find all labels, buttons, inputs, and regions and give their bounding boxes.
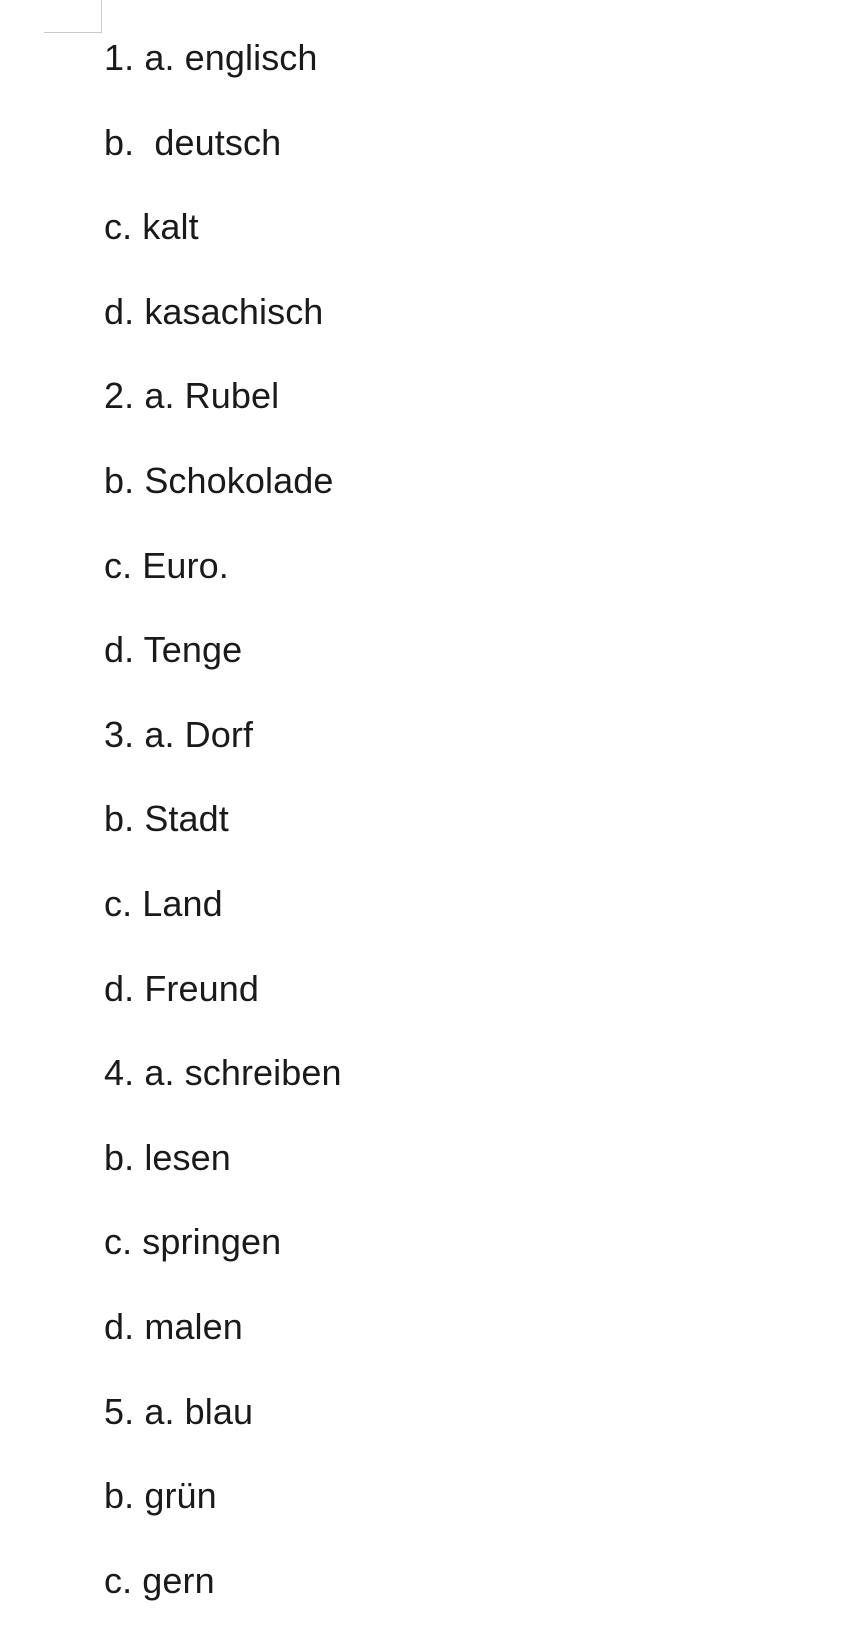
list-item: b. lesen xyxy=(104,1136,231,1178)
list-item: 5. a. blau xyxy=(104,1390,254,1432)
list-item: b. deutsch xyxy=(104,121,282,163)
list-item: d. kasachisch xyxy=(104,290,324,332)
list-item: c. Land xyxy=(104,882,223,924)
list-item: d. Tenge xyxy=(104,629,243,671)
page-corner-mark xyxy=(44,0,102,33)
list-item: c. springen xyxy=(104,1221,282,1263)
list-item: c. Euro. xyxy=(104,544,229,586)
list-item: b. Schokolade xyxy=(104,459,334,501)
list-item: c. gern xyxy=(104,1559,215,1601)
list-item: 4. a. schreiben xyxy=(104,1052,342,1094)
list-item: b. grün xyxy=(104,1475,217,1517)
list-item: d. malen xyxy=(104,1305,243,1347)
list-item: c. kalt xyxy=(104,206,199,248)
list-item: d. Freund xyxy=(104,967,259,1009)
answer-options-list xyxy=(104,30,342,1637)
list-item: b. Stadt xyxy=(104,798,229,840)
list-item: 2. a. Rubel xyxy=(104,375,280,417)
list-item: 3. a. Dorf xyxy=(104,713,254,755)
list-item: 1. a. englisch xyxy=(104,37,318,78)
